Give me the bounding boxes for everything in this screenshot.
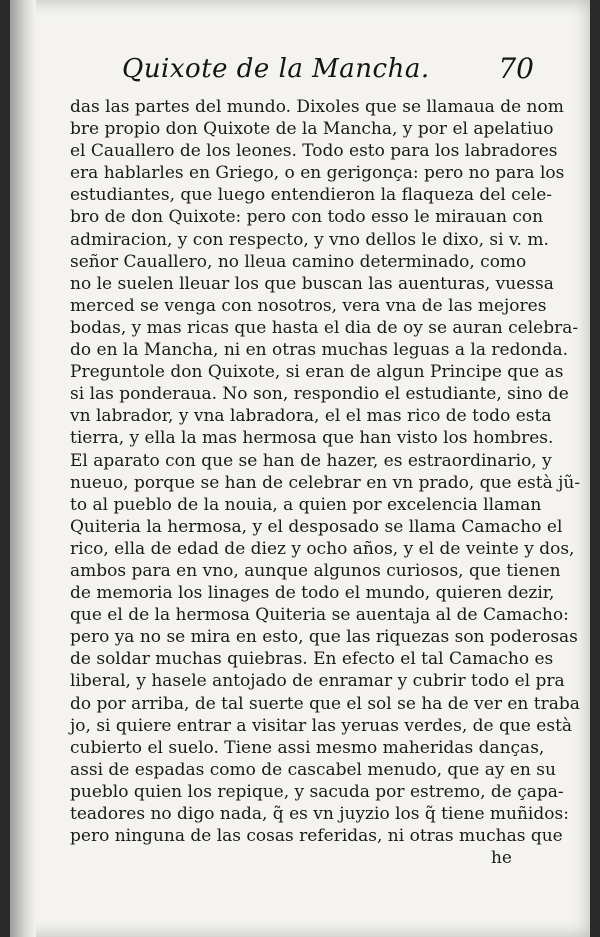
text-line: que el de la hermosa Quiteria se auentaja al de Camacho: bbox=[70, 605, 569, 626]
page-header bbox=[122, 54, 534, 94]
text-line: si las ponderaua. No son, respondio el estudiante, sino de bbox=[70, 384, 569, 405]
text-line: de memoria los linages de todo el mundo, quieren dezir, bbox=[70, 583, 555, 604]
text-line: tierra, y ella la mas hermosa que han visto los hombres. bbox=[70, 428, 554, 449]
text-line: to al pueblo de la nouia, a quien por excelencia llaman bbox=[70, 494, 542, 515]
text-line: bodas, y mas ricas que hasta el dia de oy se auran celebra- bbox=[70, 317, 579, 338]
text-line: das las partes del mundo. Dixoles que se llamaua de nom bbox=[70, 97, 564, 117]
text-line: el Cauallero de los leones. Todo esto para los labradores bbox=[70, 141, 558, 162]
text-line: no le suelen lleuar los que buscan las auenturas, vuessa bbox=[70, 273, 554, 294]
page-number: 70 bbox=[498, 52, 534, 85]
text-line: merced se venga con nosotros, vera vna de las mejores bbox=[70, 295, 547, 316]
text-line: assi de espadas como de cascabel menudo, que ay en su bbox=[70, 759, 556, 780]
text-line: do en la Mancha, ni en otras muchas leguas a la redonda. bbox=[70, 340, 569, 361]
text-line: Quiteria la hermosa, y el desposado se llama Camacho el bbox=[70, 516, 563, 537]
text-line: pueblo quien los repique, y sacuda por estremo, de çapa- bbox=[70, 781, 564, 802]
text-line: ambos para en vno, aunque algunos curiosos, que tienen bbox=[70, 560, 561, 581]
body-text bbox=[70, 96, 581, 869]
text-line: señor Cauallero, no lleua camino determinado, como bbox=[70, 251, 527, 272]
text-line: teadores no digo nada, q̃ es vn juyzio los q̃ tiene muñidos: bbox=[70, 804, 569, 824]
text-line: Preguntole don Quixote, si eran de algun Principe que as bbox=[70, 362, 564, 383]
text-line: pero ya no se mira en esto, que las riquezas son poderosas bbox=[70, 627, 578, 648]
running-title: Quixote de la Mancha. bbox=[122, 54, 430, 84]
book-page bbox=[10, 0, 590, 937]
text-line: jo, si quiere entrar a visitar las yeruas verdes, de que està bbox=[70, 715, 573, 736]
text-line: El aparato con que se han de hazer, es estraordinario, y bbox=[70, 450, 552, 471]
text-line: rico, ella de edad de diez y ocho años, y el de veinte y dos, bbox=[70, 538, 575, 559]
text-line: cubierto el suelo. Tiene assi mesmo maheridas danças, bbox=[70, 737, 545, 758]
text-line: bre propio don Quixote de la Mancha, y por el apelatiuo bbox=[70, 119, 554, 140]
text-line: do por arriba, de tal suerte que el sol se ha de ver en traba bbox=[70, 693, 580, 714]
text-line: pero ninguna de las cosas referidas, ni otras muchas que bbox=[70, 826, 563, 847]
text-line: nueuo, porque se han de celebrar en vn prado, que està jũ- bbox=[70, 472, 581, 493]
text-line: de soldar muchas quiebras. En efecto el tal Camacho es bbox=[70, 649, 554, 670]
text-line: liberal, y hasele antojado de enramar y cubrir todo el pra bbox=[70, 671, 565, 692]
text-line: estudiantes, que luego entendieron la flaqueza del cele- bbox=[70, 185, 553, 206]
text-line: admiracion, y con respecto, y vno dellos le dixo, si v. m. bbox=[70, 229, 549, 250]
text-line: era hablarles en Griego, o en gerigonça: pero no para los bbox=[70, 163, 565, 184]
page-gutter-shadow bbox=[10, 0, 36, 937]
text-line: vn labrador, y vna labradora, el el mas rico de todo esta bbox=[70, 406, 552, 427]
catchword: he bbox=[490, 848, 512, 869]
text-line: bro de don Quixote: pero con todo esso le mirauan con bbox=[70, 207, 544, 228]
